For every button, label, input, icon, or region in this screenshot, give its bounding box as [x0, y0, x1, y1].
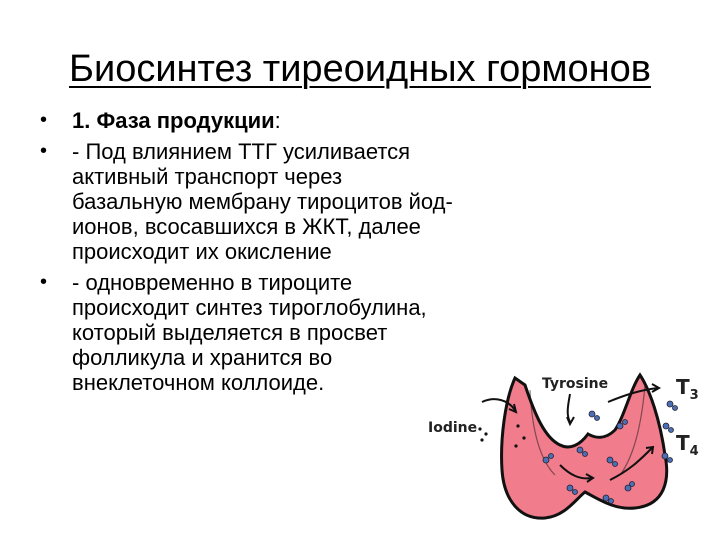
- t3-label: $T_3$: [676, 375, 699, 403]
- bullet-item-production-phase: [38, 108, 458, 133]
- production-phase-heading: 1. Фаза продукции: [72, 108, 275, 133]
- thyroglobulin-text: - одновременно в тироците происходит синтез тироглобулина, который выделяется в просвет фолликула и хранится во внеклеточном коллоиде.: [72, 270, 427, 395]
- bullet-item-thyroglobulin: [38, 270, 458, 395]
- bullet-marker: •: [40, 140, 48, 162]
- thyroid-diagram: [420, 360, 710, 530]
- production-phase-colon: :: [274, 108, 281, 133]
- iodine-transport-text: - Под влиянием ТТГ усиливается активный транспорт через базальную мембрану тироцитов йод-ионов, всосавшихся в ЖКТ, далее происходит их окисление: [72, 139, 453, 264]
- thyroid-gland-shape: [502, 375, 667, 518]
- bullet-marker: •: [40, 271, 48, 293]
- tyrosine-label: Tyrosine: [542, 376, 609, 392]
- t4-label: $T_4$: [676, 431, 699, 459]
- bullet-item-iodine-transport: [38, 139, 458, 264]
- bullet-marker: •: [40, 109, 48, 131]
- bullet-list: [38, 108, 458, 401]
- slide-title: Биосинтез тиреоидных гормонов: [69, 48, 651, 90]
- thyroid-gland-illustration: [420, 360, 710, 530]
- iodine-label: Iodine: [428, 420, 478, 436]
